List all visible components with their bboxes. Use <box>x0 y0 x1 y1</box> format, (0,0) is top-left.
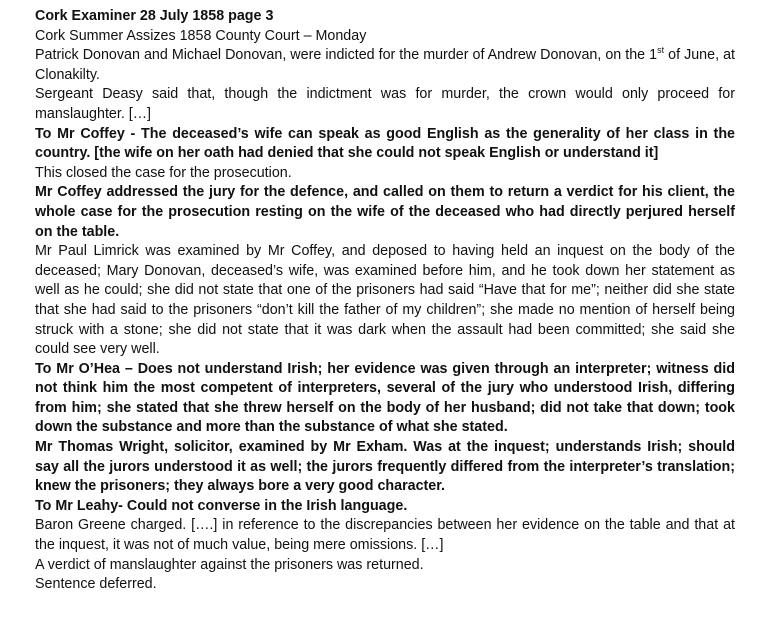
indictment-text-end: of June, at Clonakilty. <box>35 47 735 83</box>
indictment-text: Patrick Donovan and Michael Donovan, were indicted for the murder of Andrew Donovan, on the 1 <box>35 47 658 64</box>
indictment-paragraph <box>35 46 735 85</box>
court-session-line: Cork Summer Assizes 1858 County Court – Monday <box>35 27 367 44</box>
coffey-defence-address: Mr Coffey addressed the jury for the defence, and called on them to return a verdict for his client, the whole case for the prosecution resting on the wife of the deceased who had directly perjured herself on the table. <box>35 184 735 240</box>
sergeant-deasy-paragraph: Sergeant Deasy said that, though the indictment was for murder, the crown would only proceed for manslaughter. […] <box>35 86 735 122</box>
limrick-testimony: Mr Paul Limrick was examined by Mr Coffey, and deposed to having held an inquest on the body of the deceased; Mary Donovan, deceased’s wife, was examined before him, and he took down her statement as well as he could; she did not state that one of the prisoners had said “Have that for me”; neither did she state that she had said to the prisoners “don’t kill the father of my children”; she made no mention of herself being struck with a stone; she did not state that it was dark when the assault had been committed; she said she could see very well. <box>35 243 735 358</box>
baron-greene-charge: Baron Greene charged. [….] in reference to the discrepancies between her evidence on the table and that at the inquest, it was not of much value, being mere omissions. […] <box>35 517 735 554</box>
ordinal-suffix: st <box>657 45 665 56</box>
document-heading: Cork Examiner 28 July 1858 page 3 <box>35 8 274 24</box>
ohea-cross-examination: To Mr O’Hea – Does not understand Irish; her evidence was given through an interpreter; witness did not think him the most competent of interpreters, several of the jury who understood Irish, differing from him; she stated that she threw herself on the body of her husband; did not take that down; took down the substance and more than the substance of what she stated. <box>35 360 735 436</box>
wright-testimony: Mr Thomas Wright, solicitor, examined by Mr Exham. Was at the inquest; understands Irish; should say all the jurors understood it as well; the jurors frequently differed from the interpreter’s translation; knew the prisoners; they always bore a very good character. <box>35 439 735 495</box>
prosecution-closed-line: This closed the case for the prosecution. <box>35 164 292 181</box>
coffey-cross-examination: To Mr Coffey - The deceased’s wife can speak as good English as the generality of her class in the country. [the wife on her oath had denied that she could not speak English or understand it] <box>35 125 735 162</box>
leahy-cross-examination: To Mr Leahy- Could not converse in the Irish language. <box>35 497 408 514</box>
verdict-line: A verdict of manslaughter against the prisoners was returned. <box>35 556 424 573</box>
document-body <box>35 7 735 595</box>
sentence-line: Sentence deferred. <box>35 576 157 593</box>
